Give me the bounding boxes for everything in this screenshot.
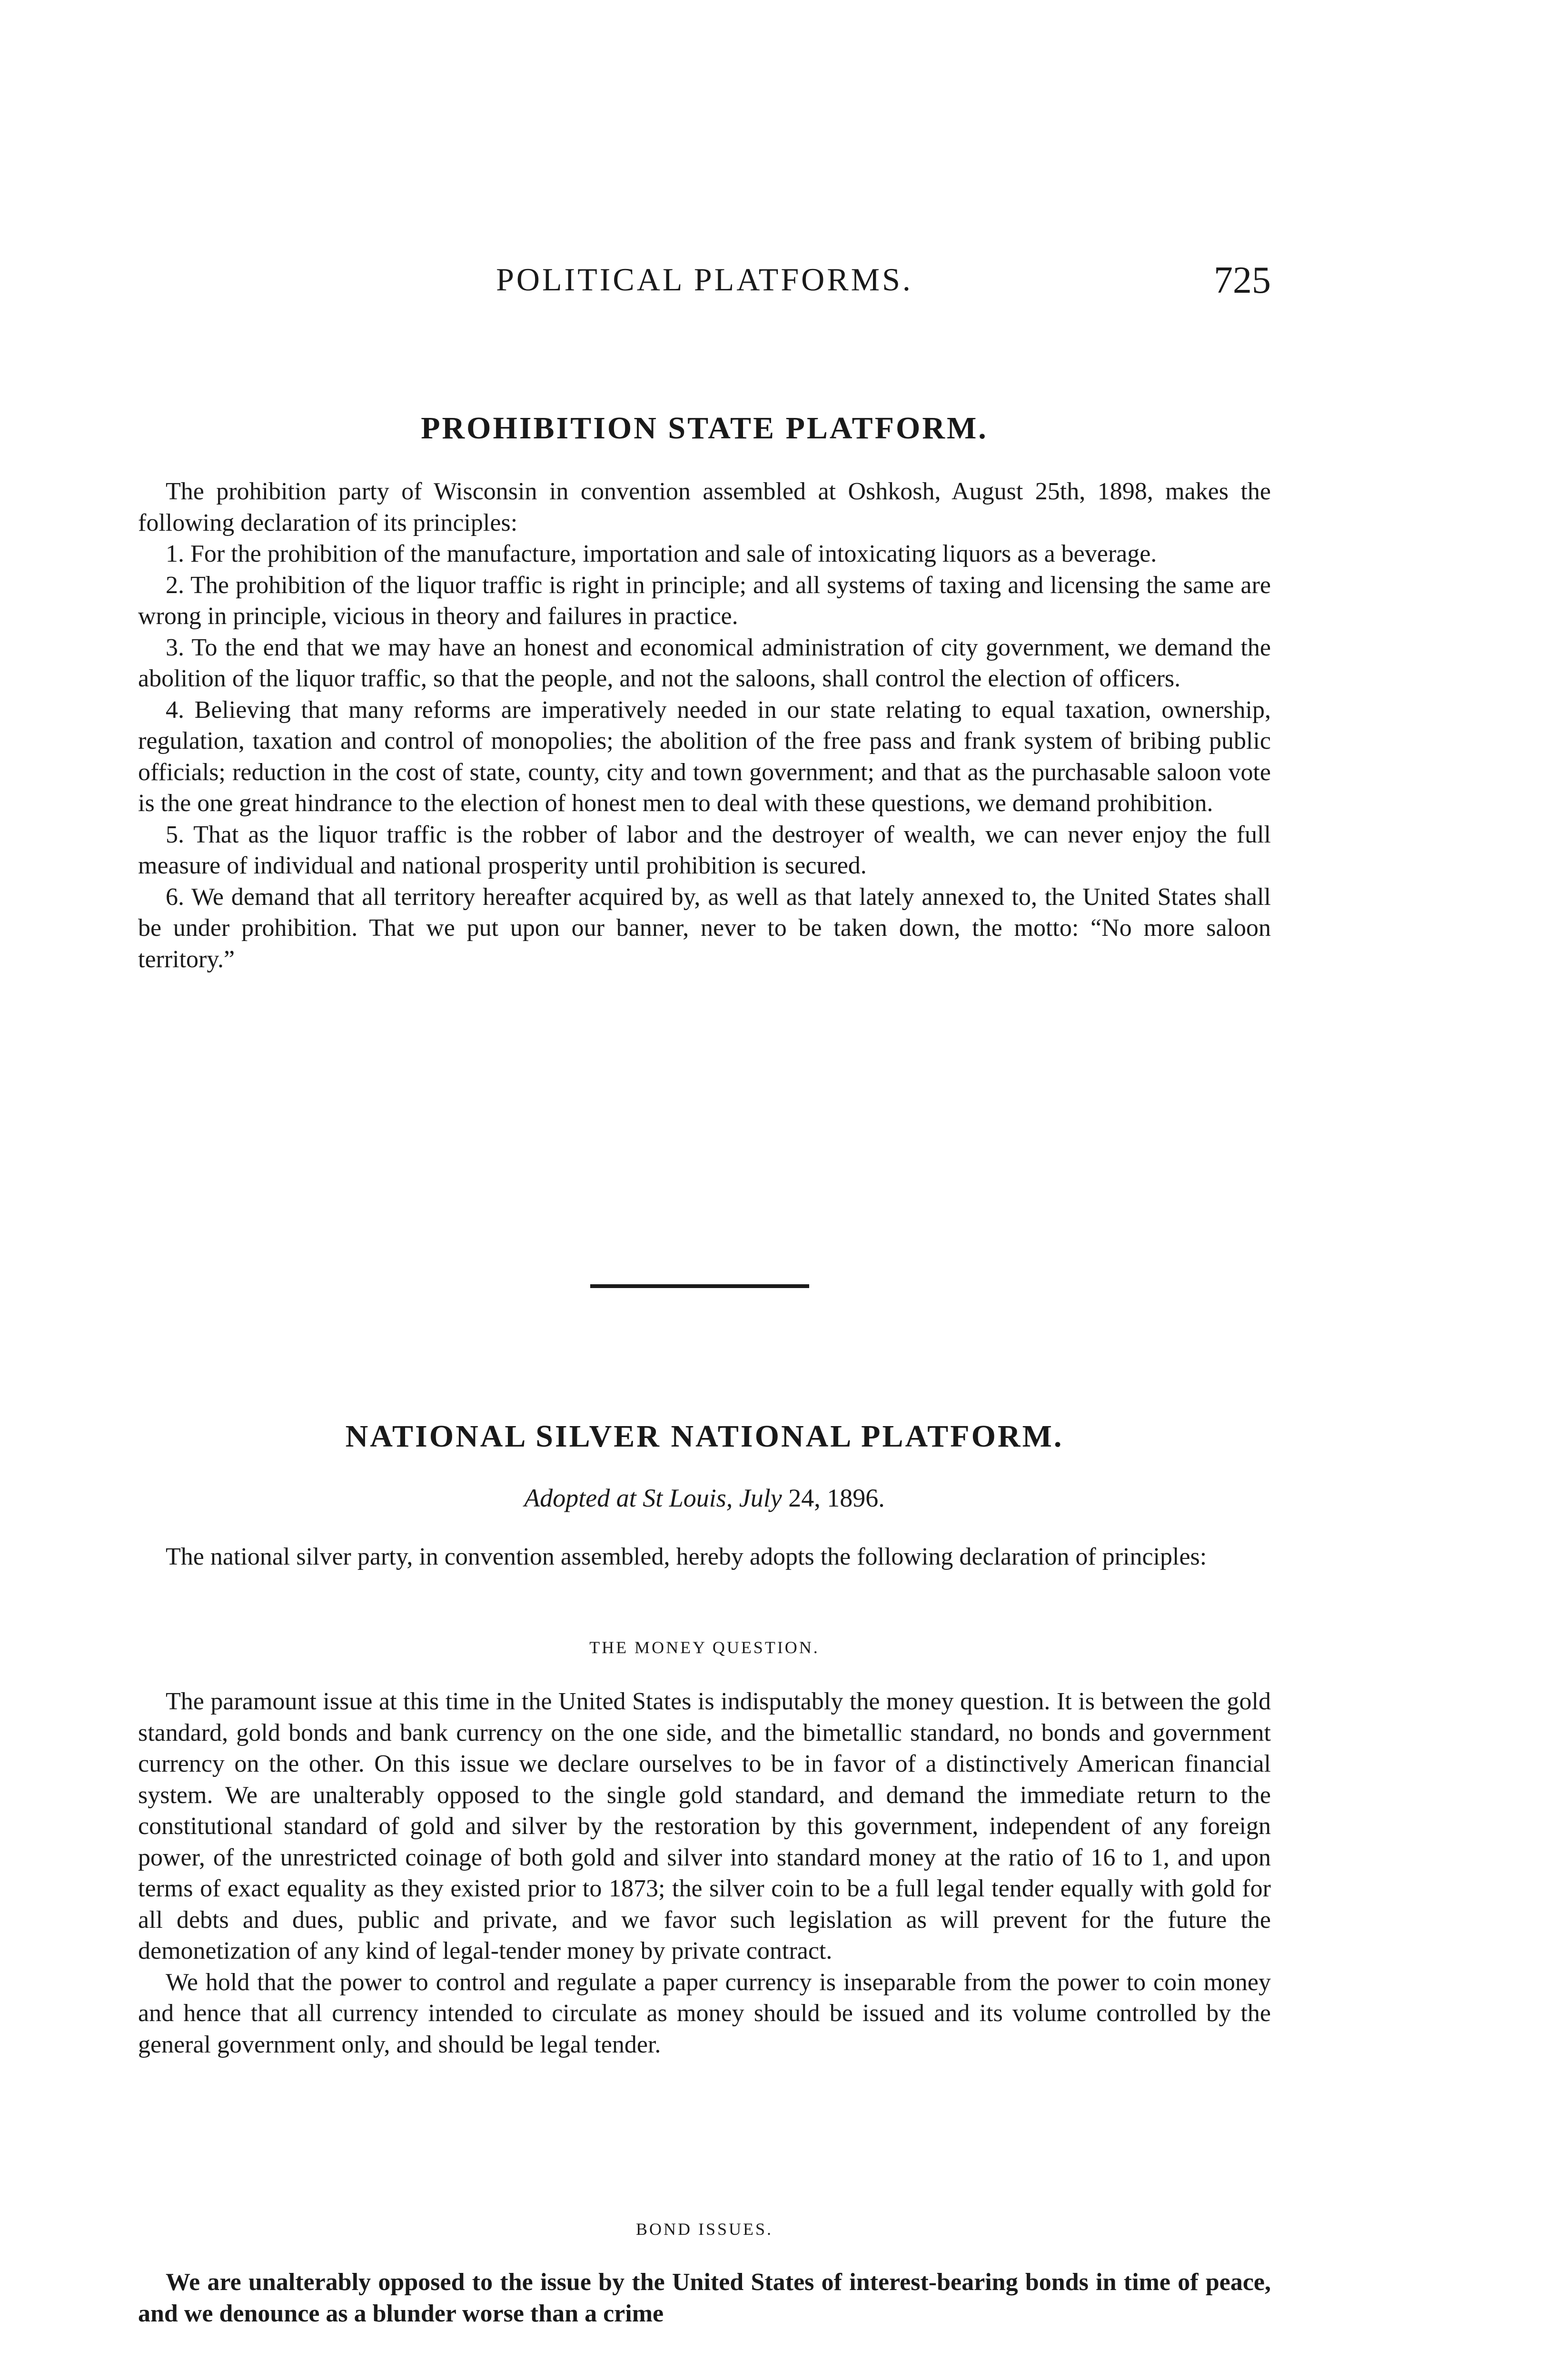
adopted-prefix: Adopted at St Louis, July: [524, 1484, 782, 1512]
prohibition-item-2: 2. The prohibition of the liquor traffic is right in principle; and all systems of taxing and licensing the same are wrong in principle, vicious in theory and failures in practice.: [138, 571, 1271, 630]
bond-heading-block: [138, 2219, 1271, 2239]
prohibition-intro: The prohibition party of Wisconsin in convention assembled at Oshkosh, August 25th, 1898, makes the following declaration of its principles:: [138, 478, 1271, 536]
silver-section: [138, 1418, 1271, 1455]
prohibition-body: [138, 476, 1271, 975]
prohibition-title: PROHIBITION STATE PLATFORM.: [421, 411, 988, 446]
adopted-line: [138, 1483, 1271, 1513]
adopted-date: 24, 1896.: [788, 1484, 885, 1512]
bond-paragraph: We are unalterably opposed to the issue by the United States of interest-bearing bonds in time of peace, and we denounce as a blunder worse than a crime: [138, 2269, 1271, 2327]
prohibition-item-4: 4. Believing that many reforms are imperatively needed in our state relating to equal taxation, ownership, regulation, taxation and control of monopolies; the abolition of the free pass and frank system of bribing public officials; reduction in the cost of state, county, city and town government; and that as the purchasable saloon vote is the one great hindrance to the election of honest men to deal with these questions, we demand prohibition.: [138, 696, 1271, 817]
silver-adopted: [138, 1483, 1271, 1513]
money-paragraph-1: The paramount issue at this time in the United States is indisputably the money question. It is between the gold standard, gold bonds and bank currency on the one side, and the bimetallic standard, no bonds and government currency on the other. On this issue we declare ourselves to be in favor of a distinctively American financial system. We are unalterably opposed to the single gold standard, and demand the immediate return to the constitutional standard of gold and silver by the restoration by this government, independent of any foreign power, of the unrestricted coinage of both gold and silver into standard money at the ratio of 16 to 1, and upon terms of exact equality as they existed prior to 1873; the silver coin to be a full legal tender equally with gold for all debts and dues, public and private, and we favor such legislation as will prevent for the future the demonetization of any kind of legal-tender money by private contract.: [138, 1688, 1271, 1964]
silver-intro: The national silver party, in convention assembled, hereby adopts the following declaration of principles:: [166, 1543, 1207, 1570]
running-head: POLITICAL PLATFORMS.: [496, 261, 913, 298]
prohibition-item-5: 5. That as the liquor traffic is the robber of labor and the destroyer of wealth, we can never enjoy the full measure of individual and national prosperity until prohibition is secured.: [138, 821, 1271, 879]
section-divider: [590, 1284, 809, 1288]
prohibition-section: [138, 410, 1271, 446]
bond-body: [138, 2267, 1271, 2329]
silver-title: NATIONAL SILVER NATIONAL PLATFORM.: [345, 1419, 1064, 1454]
page-number: 725: [1214, 259, 1271, 301]
bond-issues-heading: BOND ISSUES.: [635, 2220, 773, 2239]
money-body: [138, 1686, 1271, 2060]
money-paragraph-2: We hold that the power to control and regulate a paper currency is inseparable from the power to coin money and hence that all currency intended to circulate as money should be issued and its volume controlled by the general government only, and should be legal tender.: [138, 1968, 1271, 2058]
money-heading-block: [138, 1637, 1271, 1657]
page-header: [138, 261, 1271, 304]
silver-intro-block: [138, 1541, 1271, 1573]
prohibition-item-1: 1. For the prohibition of the manufacture, importation and sale of intoxicating liquors as a beverage.: [166, 540, 1157, 567]
prohibition-item-6: 6. We demand that all territory hereafter acquired by, as well as that lately annexed to, the United States shall be under prohibition. That we put upon our banner, never to be taken down, the motto: “No more saloon territory.”: [138, 883, 1271, 973]
money-question-heading: THE MONEY QUESTION.: [589, 1638, 820, 1657]
prohibition-item-3: 3. To the end that we may have an honest and economical administration of city government, we demand the abolition of the liquor traffic, so that the people, and not the saloons, shall control the election of officers.: [138, 634, 1271, 692]
